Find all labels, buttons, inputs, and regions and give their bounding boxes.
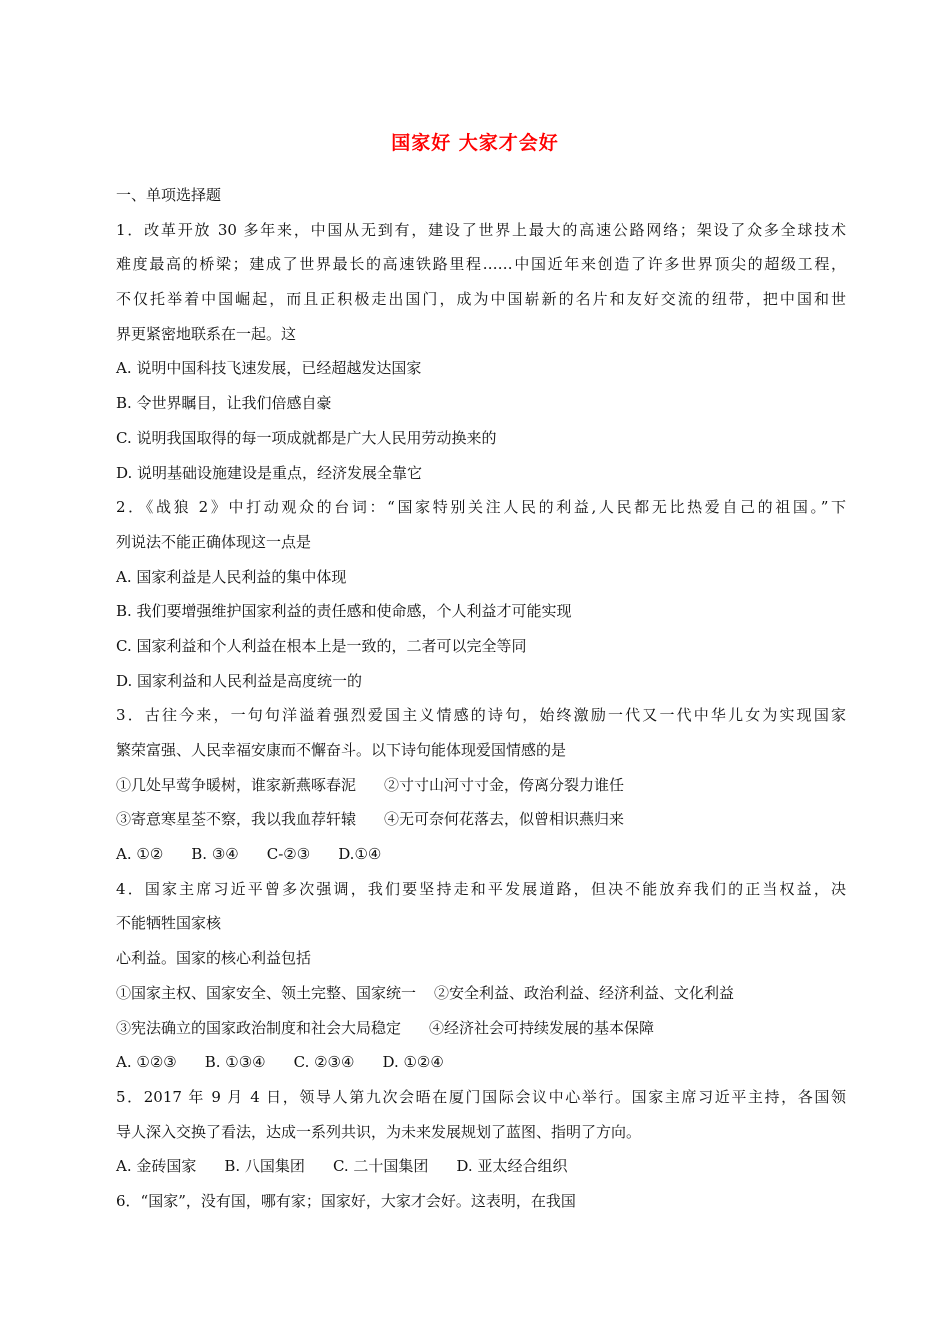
q2-option-a: A. 国家利益是人民利益的集中体现 — [116, 567, 347, 586]
q4-item: ③宪法确立的国家政治制度和社会大局稳定 — [116, 1018, 402, 1037]
q4-options-row — [116, 1045, 846, 1080]
q3-options-row — [116, 837, 846, 872]
q3-option-d: D.①④ — [338, 845, 382, 864]
q4-stem-line: 不能牺牲国家核 — [116, 914, 222, 933]
q4-stem-line: 4．国家主席习近平曾多次强调，我们要坚持走和平发展道路，但决不能放弃我们的正当权益，决 — [116, 879, 846, 898]
q5-options-row — [116, 1149, 846, 1184]
q5-stem-line: 导人深入交换了看法，达成一系列共识，为未来发展规划了蓝图、指明了方向。 — [116, 1122, 642, 1141]
q5-option-a: A. 金砖国家 — [116, 1157, 197, 1176]
q2-option-c: C. 国家利益和个人利益在根本上是一致的，二者可以完全等同 — [116, 636, 527, 655]
q3-option-b: B. ③④ — [191, 845, 239, 864]
q2-option-b: B. 我们要增强维护国家利益的责任感和使命感，个人利益才可能实现 — [116, 602, 572, 621]
q3-item: ③寄意寒星荃不察，我以我血荐轩辕 — [116, 810, 357, 829]
q1-option-c: C. 说明我国取得的每一项成就都是广大人民用劳动换来的 — [116, 428, 497, 447]
q6-stem-line: 6．“国家”，没有国，哪有家；国家好，大家才会好。这表明，在我国 — [116, 1191, 576, 1210]
q4-option-a: A. ①②③ — [116, 1053, 177, 1072]
page-title: 国家好 大家才会好 — [391, 132, 559, 154]
q3-item: ①几处早莺争暖树，谁家新燕啄春泥 — [116, 775, 357, 794]
q5-option-b: B. 八国集团 — [224, 1157, 305, 1176]
q4-item: ②安全利益、政治利益、经济利益、文化利益 — [434, 983, 735, 1002]
q3-items-row — [116, 802, 846, 837]
q1-stem-line: 不仅托举着中国崛起，而且正积极走出国门，成为中国崭新的名片和友好交流的纽带，把中国和世 — [116, 290, 846, 309]
q4-item: ④经济社会可持续发展的基本保障 — [429, 1018, 655, 1037]
q2-stem-line: 2．《战狼 2》中打动观众的台词：“国家特别关注人民的利益,人民都无比热爱自己的祖国。”下 — [116, 498, 846, 517]
q5-stem-line: 5．2017 年 9 月 4 日，领导人第九次会晤在厦门国际会议中心举行。国家主席习近平主持，各国领 — [116, 1087, 846, 1106]
q2-stem-line: 列说法不能正确体现这一点是 — [116, 532, 312, 551]
q5-option-c: C. 二十国集团 — [332, 1157, 429, 1176]
q4-option-c: C. ②③④ — [293, 1053, 355, 1072]
q4-option-b: B. ①③④ — [204, 1053, 266, 1072]
q5-option-d: D. 亚太经合组织 — [456, 1157, 568, 1176]
q4-item: ①国家主权、国家安全、领土完整、国家统一 — [116, 983, 417, 1002]
q1-option-d: D. 说明基础设施建设是重点，经济发展全靠它 — [116, 463, 423, 482]
q1-stem-line: 难度最高的桥梁；建成了世界最长的高速铁路里程……中国近年来创造了许多世界顶尖的超级工程， — [116, 255, 846, 274]
q2-option-d: D. 国家利益和人民利益是高度统一的 — [116, 671, 363, 690]
q3-item: ④无可奈何花落去，似曾相识燕归来 — [384, 810, 625, 829]
q4-option-d: D. ①②④ — [382, 1053, 444, 1072]
section-heading: 一、单项选择题 — [116, 186, 222, 204]
q1-stem-line: 1．改革开放 30 多年来，中国从无到有，建设了世界上最大的高速公路网络；架设了众多全球技术 — [116, 220, 846, 239]
q4-items-row — [116, 1011, 846, 1046]
q1-option-b: B. 令世界瞩目，让我们倍感自豪 — [116, 394, 332, 413]
q3-stem-line: 3．古往今来，一句句洋溢着强烈爱国主义情感的诗句，始终激励一代又一代中华儿女为实现国家 — [116, 706, 846, 725]
q3-stem-line: 繁荣富强、人民幸福安康而不懈奋斗。以下诗句能体现爱国情感的是 — [116, 741, 567, 759]
q4-items-row — [116, 976, 846, 1011]
q3-option-a: A. ①② — [116, 845, 164, 864]
q3-item: ②寸寸山河寸寸金，侉离分裂力谁任 — [384, 775, 625, 794]
question-list — [116, 178, 846, 1219]
q3-items-row — [116, 768, 846, 803]
q1-option-a: A. 说明中国科技飞速发展，已经超越发达国家 — [116, 359, 422, 378]
q3-option-c: C-②③ — [266, 845, 311, 864]
q4-stem-line: 心利益。国家的核心利益包括 — [116, 949, 312, 968]
q1-stem-line: 界更紧密地联系在一起。这 — [116, 324, 297, 343]
